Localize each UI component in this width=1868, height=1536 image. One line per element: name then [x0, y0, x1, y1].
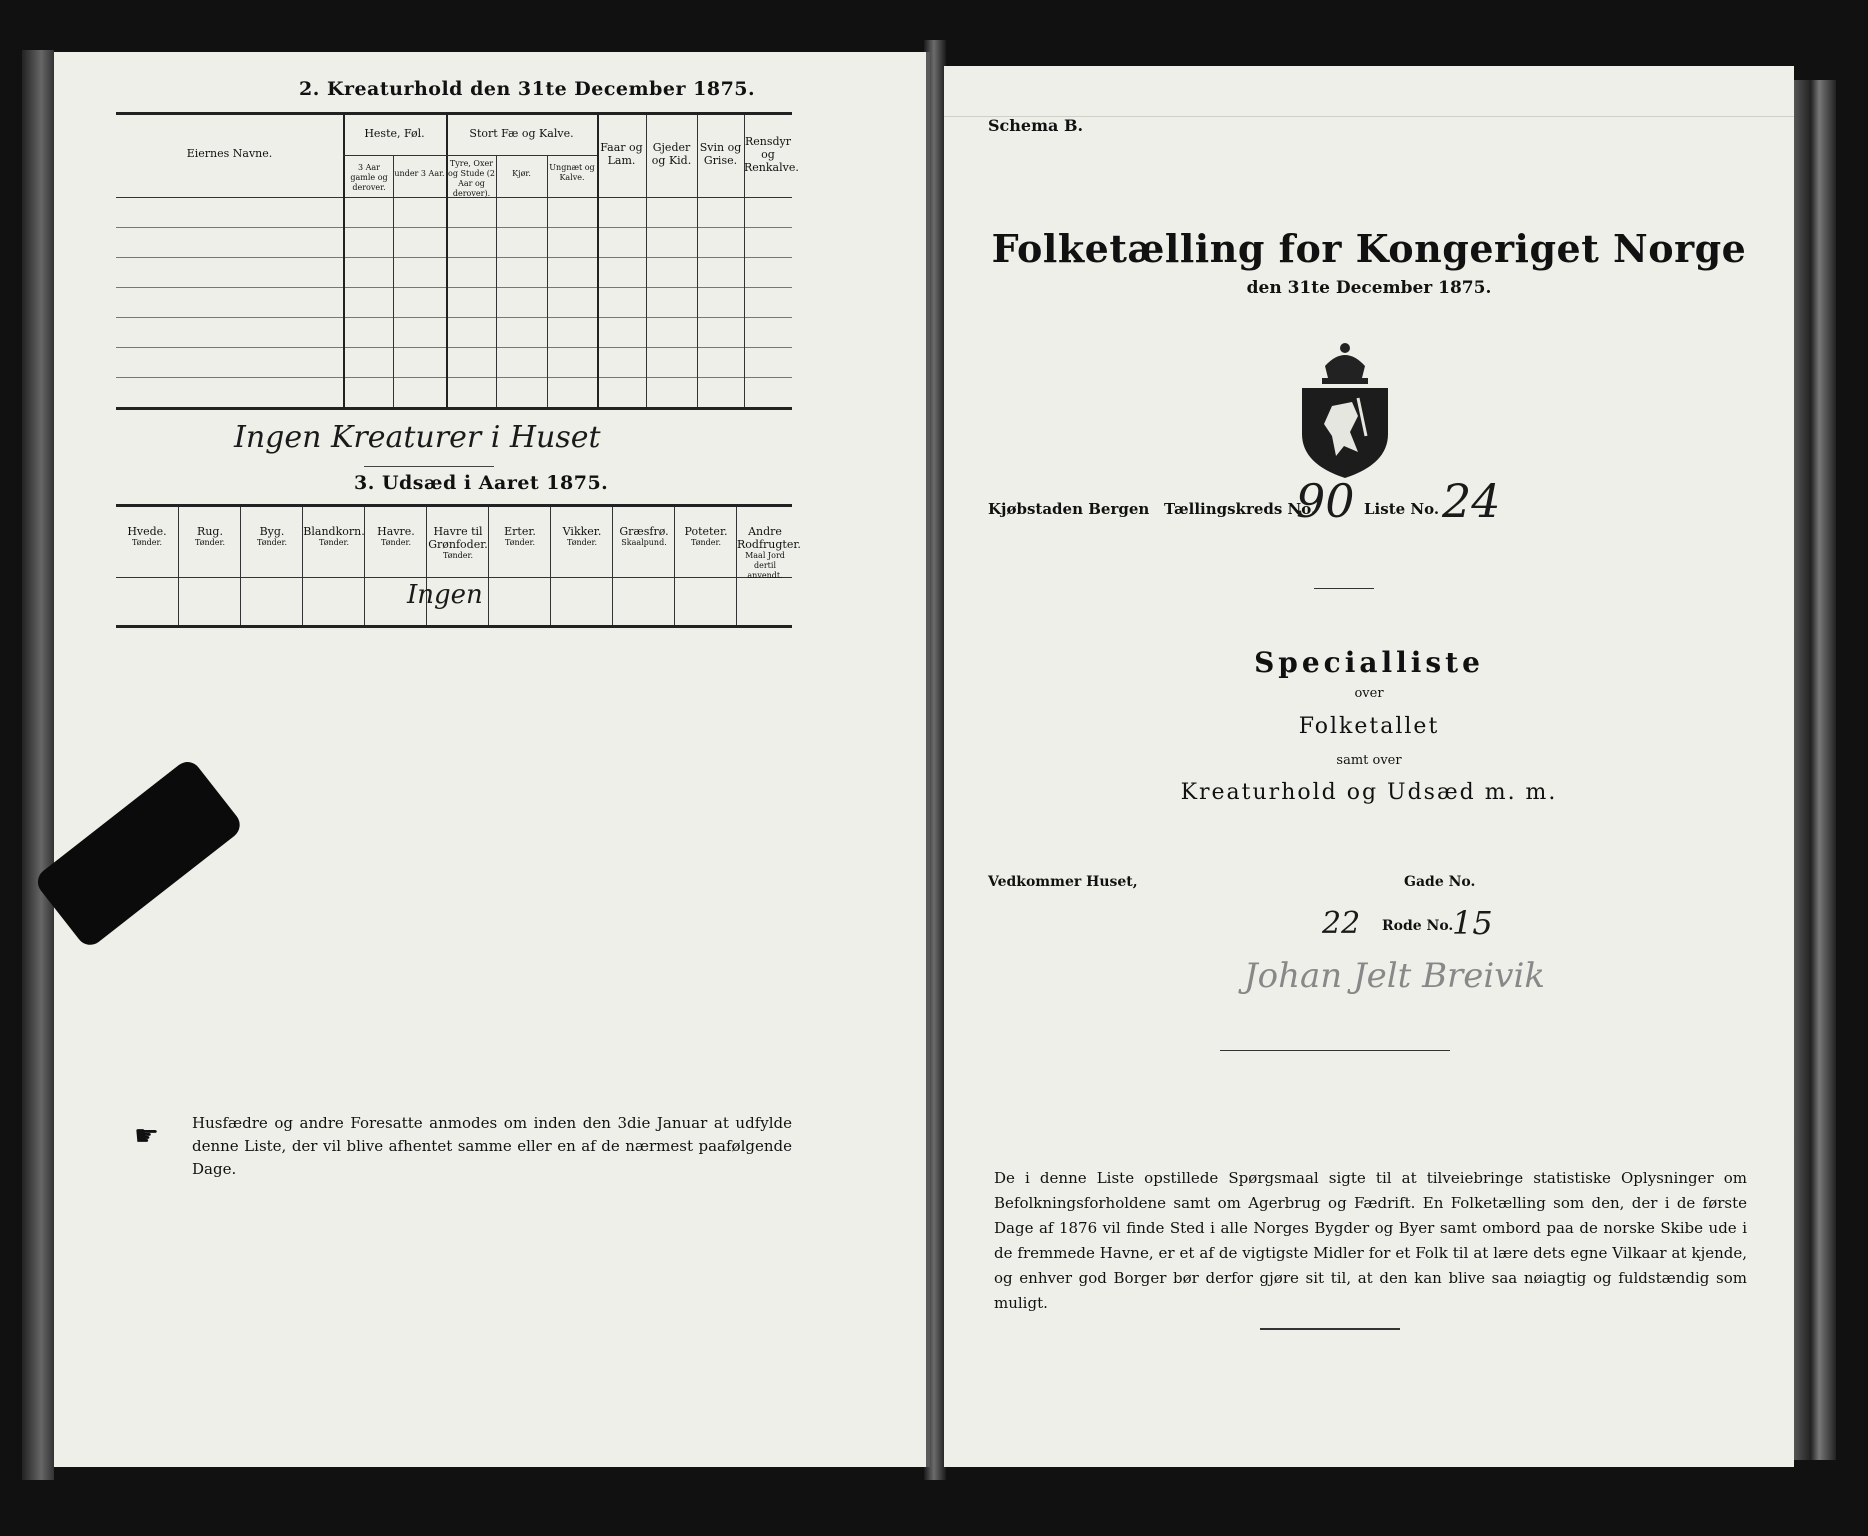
seed-column-name: Andre Rodfrugter.	[737, 525, 801, 551]
samt-over-text: samt over	[1336, 753, 1402, 768]
seed-column	[550, 507, 613, 625]
census-date: den 31te December 1875.	[1246, 278, 1492, 298]
right-page-edges	[1794, 80, 1836, 1460]
seed-column-name: Havre.	[377, 525, 415, 538]
schema-label: Schema B.	[988, 116, 1084, 135]
seed-column-name: Havre til Grønfoder.	[428, 525, 488, 551]
handwritten-no-livestock: Ingen Kreaturer i Huset	[234, 420, 601, 455]
handwritten-seed-none: Ingen	[407, 580, 483, 610]
kreds-value: 90	[1296, 474, 1355, 528]
kjobstad-label: Kjøbstaden Bergen	[988, 500, 1150, 518]
seed-column	[240, 507, 303, 625]
seed-column-unit: Tønder.	[131, 538, 163, 547]
col-horses-young: under 3 Aar.	[394, 169, 445, 178]
seed-column-unit: Tønder.	[380, 538, 412, 547]
seed-column	[302, 507, 365, 625]
seed-column	[674, 507, 737, 625]
col-horses-old: 3 Aar gamle og derover.	[350, 163, 388, 192]
seed-column-unit: Tønder.	[504, 538, 536, 547]
seed-column	[736, 507, 801, 625]
seed-column-name: Græsfrø.	[619, 525, 669, 538]
seed-column-name: Hvede.	[127, 525, 167, 538]
col-horses: Heste, Føl.	[364, 127, 425, 140]
census-title: Folketælling for Kongeriget Norge	[991, 226, 1747, 271]
right-page	[944, 66, 1794, 1467]
col-pigs: Svin og Grise.	[699, 141, 742, 167]
divider	[1314, 588, 1374, 589]
gade-label: Gade No.	[1404, 874, 1476, 890]
seed-column-name: Blandkorn.	[303, 525, 365, 538]
kreaturhold-heading: Kreaturhold og Udsæd m. m.	[1180, 780, 1558, 805]
kreds-label: Tællingskreds No.	[1164, 500, 1317, 518]
divider	[364, 466, 494, 467]
rode-prefix: 22	[1322, 906, 1361, 941]
seed-column-unit: Tønder.	[318, 538, 350, 547]
col-sheep: Faar og Lam.	[600, 141, 643, 167]
closing-rule	[1260, 1328, 1400, 1330]
seed-column	[178, 507, 241, 625]
seed-column-unit: Maal Jord dertil anvendt.	[745, 551, 785, 580]
col-reindeer: Rensdyr og Renkalve.	[744, 135, 799, 174]
specialliste-heading: Specialliste	[1254, 646, 1484, 679]
explanatory-paragraph: De i denne Liste opstillede Spørgsmaal sigte til at tilveiebringe statistiske Oplysninger om Befolkningsforholdene samt om Agerbrug og Fædrift. En Folketælling som den, der i de første Dage af 1876 vil finde Sted i alle Norges Bygder og Byer samt ombord paa de norske Skibe ude i de fremmede Havne, er et af de vigtigste Midler for et Folk til at lære dets egne Vilkaar at kjende, og enhver god Borger bør derfor gjøre sit til, at den kan blive saa nøiagtig og fuldstændig som muligt.	[994, 1169, 1747, 1312]
seed-column-unit: Tønder.	[566, 538, 598, 547]
seed-column-name: Rug.	[197, 525, 223, 538]
signature: Johan Jelt Breivik	[1244, 956, 1545, 996]
col-cattle-bulls: Tyre, Oxer og Stude (2 Aar og derover).	[448, 159, 495, 198]
liste-label: Liste No.	[1364, 500, 1440, 518]
pointing-hand-icon: ☛	[134, 1119, 160, 1152]
livestock-table	[116, 112, 799, 410]
section2-title: 2. Kreaturhold den 31te December 1875.	[299, 78, 756, 100]
liste-value: 24	[1442, 474, 1501, 528]
rode-value: 15	[1452, 904, 1493, 942]
seed-column-unit: Tønder.	[194, 538, 226, 547]
seed-column	[116, 507, 178, 625]
seed-column-unit: Tønder.	[256, 538, 288, 547]
col-goats: Gjeder og Kid.	[651, 141, 692, 167]
left-page-edges	[22, 50, 54, 1480]
kjobstad-value: Bergen	[1088, 500, 1150, 518]
left-page	[54, 52, 930, 1467]
seed-column-name: Byg.	[259, 525, 285, 538]
seed-column-name: Vikker.	[562, 525, 602, 538]
seed-column	[488, 507, 551, 625]
seed-column-unit: Skaalpund.	[621, 538, 667, 547]
col-owner-name: Eiernes Navne.	[186, 147, 273, 160]
notice-text: Husfædre og andre Foresatte anmodes om inden den 3die Januar at udfylde denne Liste, der vil blive afhentet samme eller en af de nærmest paafølgende Dage.	[192, 1114, 792, 1178]
folketallet-text: Folketallet	[1298, 714, 1440, 739]
over-text: over	[1354, 686, 1384, 701]
seed-column-name: Poteter.	[684, 525, 728, 538]
signature-line	[1220, 1050, 1450, 1051]
col-cattle: Stort Fæ og Kalve.	[469, 127, 574, 140]
seed-column-name: Erter.	[504, 525, 536, 538]
col-cattle-young: Ungnæt og Kalve.	[549, 163, 595, 182]
section3-title: 3. Udsæd i Aaret 1875.	[354, 472, 609, 494]
vedkommer-label: Vedkommer Huset,	[988, 874, 1138, 890]
seed-column-unit: Tønder.	[690, 538, 722, 547]
seed-column	[612, 507, 675, 625]
norway-coat-of-arms-icon	[1292, 336, 1398, 482]
rode-label: Rode No.	[1382, 918, 1454, 934]
seed-column-unit: Tønder.	[442, 551, 474, 560]
col-cattle-cows: Kjør.	[512, 169, 531, 178]
